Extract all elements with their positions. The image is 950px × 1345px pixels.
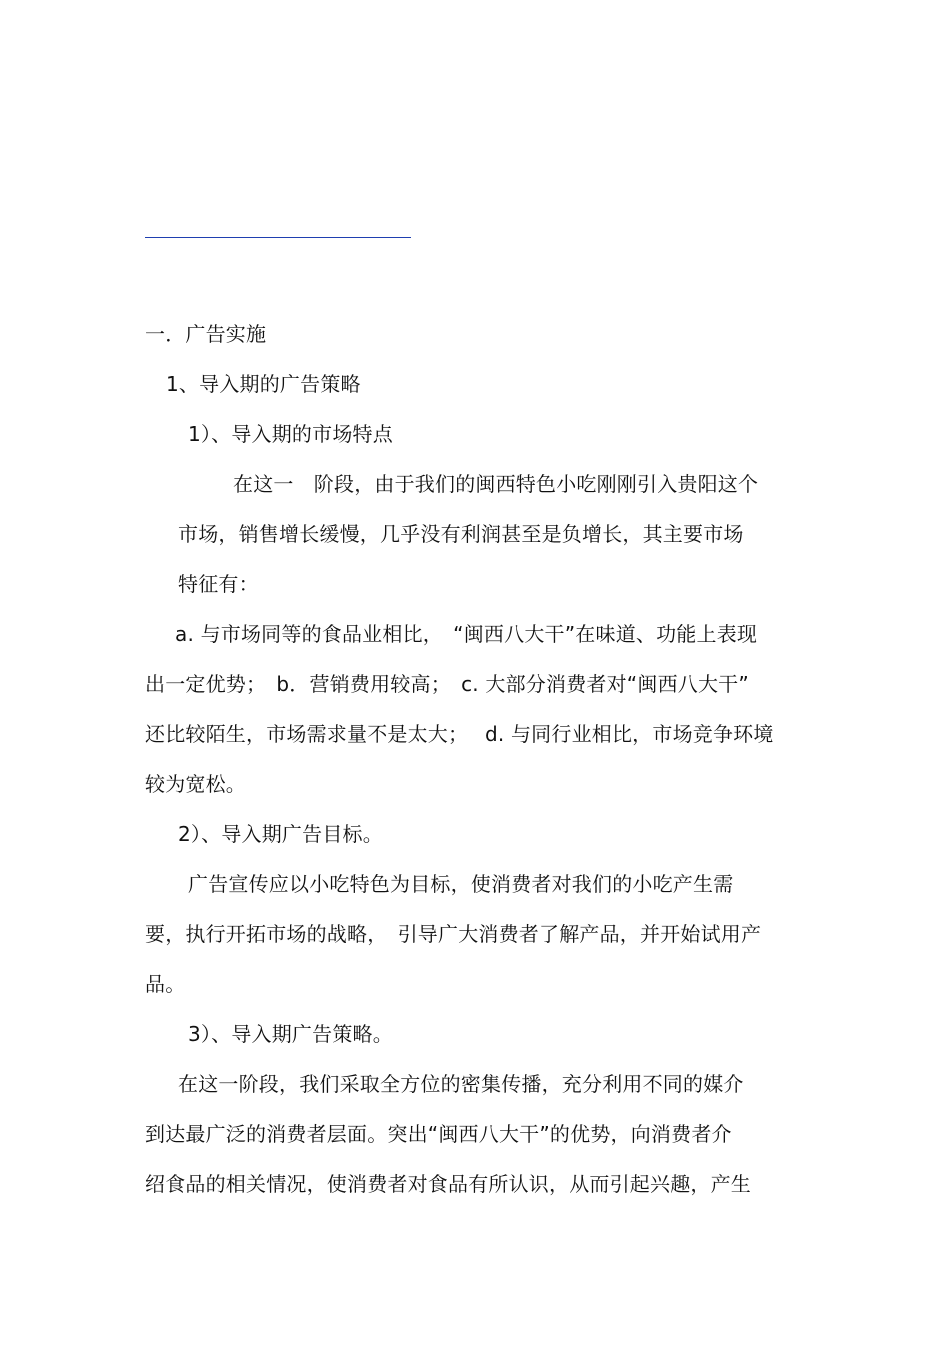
subsection-title-1: 1、导入期的广告策略 — [166, 372, 361, 396]
paragraph-3-line-3: 品。 — [145, 972, 186, 996]
paragraph-3-line-2: 要，执行开拓市场的战略， 引导广大消费者了解产品，并开始试用产 — [145, 922, 762, 946]
paragraph-4-line-3: 绍食品的相关情况，使消费者对食品有所认识，从而引起兴趣，产生 — [145, 1172, 751, 1196]
paragraph-4-line-1: 在这一阶段，我们采取全方位的密集传播，充分利用不同的媒介 — [178, 1072, 744, 1096]
paragraph-2-line-4: 较为宽松。 — [145, 772, 246, 796]
sub-item-title-2: 2）、导入期广告目标。 — [178, 822, 383, 846]
section-heading: 一．广告实施 — [145, 322, 267, 346]
paragraph-2-line-3: 还比较陌生，市场需求量不是太大； d. 与同行业相比，市场竞争环境 — [145, 722, 774, 746]
paragraph-2-line-2: 出一定优势； b．营销费用较高； c. 大部分消费者对“闽西八大干” — [145, 672, 749, 696]
paragraph-1-line-2: 市场，销售增长缓慢，几乎没有利润甚至是负增长，其主要市场 — [178, 522, 744, 546]
paragraph-4-line-2: 到达最广泛的消费者层面。突出“闽西八大干”的优势，向消费者介 — [145, 1122, 732, 1146]
header-rule — [145, 237, 411, 238]
paragraph-2-line-1: a. 与市场同等的食品业相比， “闽西八大干”在味道、功能上表现 — [175, 622, 758, 646]
paragraph-1-line-3: 特征有： — [178, 572, 259, 596]
paragraph-3-line-1: 广告宣传应以小吃特色为目标，使消费者对我们的小吃产生需 — [188, 872, 734, 896]
paragraph-1-line-1: 在这一 阶段，由于我们的闽西特色小吃刚刚引入贵阳这个 — [233, 472, 759, 496]
sub-item-title-1: 1）、导入期的市场特点 — [188, 422, 393, 446]
sub-item-title-3: 3）、导入期广告策略。 — [188, 1022, 393, 1046]
